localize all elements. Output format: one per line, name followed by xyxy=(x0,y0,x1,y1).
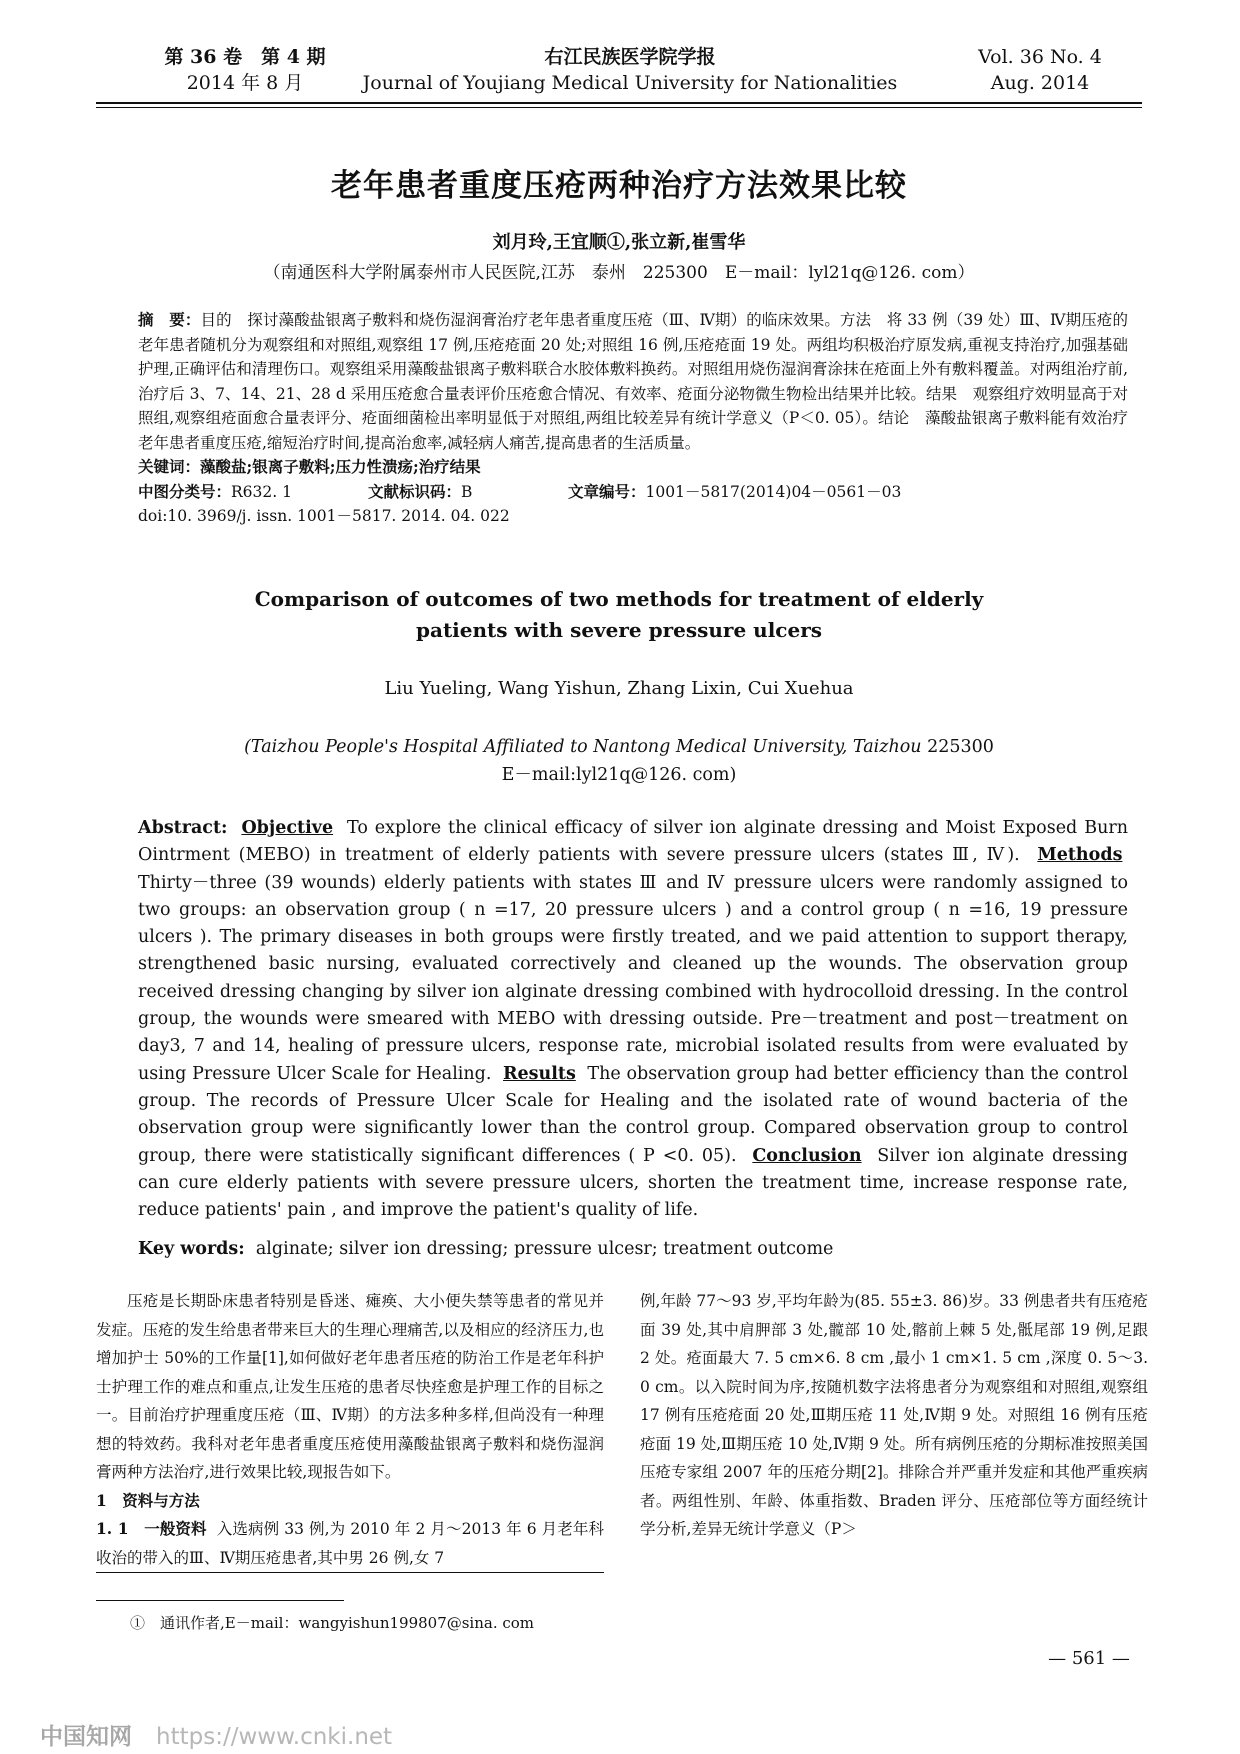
keywords-cn-label: 关键词： xyxy=(138,457,201,476)
corresponding-author-footnote: ① 通讯作者,E－mail：wangyishun199807@sina. com xyxy=(130,1614,535,1632)
page-number: — 561 — xyxy=(1048,1648,1130,1669)
affiliation-cn: （南通医科大学附属泰州市人民医院,江苏 泰州 225300 E－mail：lyl21q@126. com） xyxy=(263,263,975,283)
keywords-en-label: Key words: xyxy=(138,1239,245,1259)
keywords-en-row xyxy=(138,1236,1128,1263)
cnki-url[interactable]: https://www.cnki.net xyxy=(156,1724,393,1750)
header-date-en: Aug. 2014 xyxy=(990,72,1090,94)
article-title-en-line1: Comparison of outcomes of two methods for treatment of elderly xyxy=(254,587,984,611)
abstract-en-label: Abstract: xyxy=(138,818,228,838)
clc-number: R632. 1 xyxy=(231,482,292,501)
doc-code-label: 文献标识码： xyxy=(368,481,462,501)
authors-cn: 刘月玲,王宜顺①,张立新,崔雪华 xyxy=(492,232,746,253)
article-title-en-line2: patients with severe pressure ulcers xyxy=(416,618,822,642)
subsection-1-1-text: 入选病例 33 例,为 2010 年 2 月～2013 年 6 月老年科收治的带入的Ⅲ、Ⅳ期压疮患者,其中男 26 例,女 7 xyxy=(96,1520,604,1567)
intro-paragraph: 压疮是长期卧床患者特别是昏迷、瘫痪、大小便失禁等患者的常见并发症。压疮的发生给患者带来巨大的生理心理痛苦,以及相应的经济压力,也增加护士 50%的工作量[1],如何做好老年患者压疮的防治工作是老年科护士护理工作的难点和重点,让发生压疮的患者尽快痊愈是护理工作的目标之一。目前治疗护理重度压疮（Ⅲ、Ⅳ期）的方法多种多样,但尚没有一种理想的特效药。我科对老年患者重度压疮使用藻酸盐银离子敷料和烧伤湿润膏两种方法治疗,进行效果比较,现报告如下。 xyxy=(96,1292,604,1481)
cnki-watermark xyxy=(40,1718,740,1751)
header-rule-thin xyxy=(96,107,1142,108)
clc-label: 中图分类号： xyxy=(138,481,232,501)
abstract-en xyxy=(138,815,1128,1224)
doi: doi:10. 3969/j. issn. 1001－5817. 2014. 04. 022 xyxy=(138,507,510,525)
conclusion-text: Silver ion alginate dressing can cure elderly patients with severe pressure ulcers, shorten the treatment time, increase response rate, reduce patients' pain , and improve the patient's quality of life. xyxy=(138,1145,1128,1221)
objective-label: Objective xyxy=(241,818,334,838)
methods-text: Thirty－three (39 wounds) elderly patients with states Ⅲ and Ⅳ pressure ulcers were randomly assigned to two groups: an observation group ( n =17, 20 pressure ulcers ) and a control group ( n =16, 19 pressure ulcers ). The primary diseases in both groups were firstly treated, and we paid attention to support therapy, strengthened basic nursing, evaluated correctively and cleaned up the wounds. The observation group received dressing changing by silver ion alginate dressing combined with hydrocolloid dressing. In the control group, the wounds were smeared with MEBO with dressing outside. Pre－treatment and post－treatment on day3, 7 and 14, healing of pressure ulcers, response rate, microbial isolated results from were evaluated by using Pressure Ulcer Scale for Healing. xyxy=(138,872,1128,1084)
methods-continued-paragraph: 例,年龄 77～93 岁,平均年龄为(85. 55±3. 86)岁。33 例患者共有压疮疮面 39 处,其中肩胛部 3 处,髋部 10 处,髂前上棘 5 处,骶尾部 19 例,足跟 2 处。疮面最大 7. 5 cm×6. 8 cm ,最小 1 cm×1. 5 cm ,深度 0. 5～3. 0 cm。以入院时间为序,按随机数字法将患者分为观察组和对照组,观察组 17 例有压疮疮面 20 处,Ⅲ期压疮 11 处,Ⅳ期 9 处。对照组 16 例有压疮疮面 19 处,Ⅲ期压疮 10 处,Ⅳ期 9 处。所有病例压疮的分期标准按照美国压疮专家组 2007 年的压疮分期[2]。排除合并严重并发症和其他严重疾病者。两组性别、年龄、体重指数、Braden 评分、压疮部位等方面经统计学分析,差异无统计学意义（P＞ xyxy=(640,1292,1148,1538)
body-column-right xyxy=(640,1287,1148,1544)
methods-label: Methods xyxy=(1037,845,1123,866)
header-volume-cn xyxy=(150,44,340,96)
results-text: The observation group had better efficiency than the control group. The records of Pressure Ulcer Scale for Healing and the isolated rate of wound bacteria of the observation group were significantly lower than the control group. Compared observation group to control group, there were statistically significant differences ( P <0. 05). xyxy=(138,1063,1128,1166)
objective-text: To explore the clinical efficacy of silver ion alginate dressing and Moist Exposed Burn Ointrment (MEBO) in treatment of elderly patients with severe pressure ulcers (states Ⅲ, Ⅳ). xyxy=(138,818,1128,866)
affiliation-en-line2: E－mail:lyl21q@126. com) xyxy=(501,765,737,785)
article-number: 1001－5817(2014)04－0561－03 xyxy=(645,482,902,501)
cnki-logo: 中国知网 xyxy=(40,1724,132,1750)
affiliation-en-line1: (Taizhou People's Hospital Affiliated to Nantong Medical University, Taizhou xyxy=(244,737,922,757)
abstract-cn xyxy=(138,308,1128,529)
article-number-label: 文章编号： xyxy=(568,481,646,501)
classification-row xyxy=(138,480,1128,505)
header-journal-cn: 右江民族医学院学报 xyxy=(544,46,716,68)
keywords-cn: 藻酸盐;银离子敷料;压力性溃疡;治疗结果 xyxy=(200,457,481,476)
header-journal xyxy=(350,44,910,96)
conclusion-label: Conclusion xyxy=(752,1145,862,1166)
header-volume-en xyxy=(950,44,1130,96)
subsection-heading-1-1: 1. 1 一般资料 xyxy=(96,1519,207,1538)
article-title-cn: 老年患者重度压疮两种治疗方法效果比较 xyxy=(331,168,907,204)
header-volume-issue-cn: 第 36 卷 第 4 期 xyxy=(164,46,326,68)
results-label: Results xyxy=(503,1063,576,1084)
keywords-en: alginate; silver ion dressing; pressure ulcesr; treatment outcome xyxy=(255,1239,834,1259)
abstract-cn-text: 目的 探讨藻酸盐银离子敷料和烧伤湿润膏治疗老年患者重度压疮（Ⅲ、Ⅳ期）的临床效果。方法 将 33 例（39 处）Ⅲ、Ⅳ期压疮的老年患者随机分为观察组和对照组,观察组 17 例,压疮疮面 20 处;对照组 16 例,压疮疮面 19 处。两组均积极治疗原发病,重视支持治疗,加强基础护理,正确评估和清理伤口。观察组采用藻酸盐银离子敷料联合水胶体敷料换药。对照组用烧伤湿润膏涂抹在疮面上外有敷料覆盖。对两组治疗前,治疗后 3、7、14、21、28 d 采用压疮愈合量表评价压疮愈合情况、有效率、疮面分泌物微生物检出结果并比较。结果 观察组疗效明显高于对照组,观察组疮面愈合量表评分、疮面细菌检出率明显低于对照组,两组比较差异有统计学意义（P＜0. 05）。结论 藻酸盐银离子敷料能有效治疗老年患者重度压疮,缩短治疗时间,提高治愈率,减轻病人痛苦,提高患者的生活质量。 xyxy=(138,311,1128,452)
affiliation-en-zip: 225300 xyxy=(921,737,994,757)
article-title-en xyxy=(96,584,1142,646)
abstract-cn-label: 摘 要： xyxy=(138,310,201,329)
header-date-cn: 2014 年 8 月 xyxy=(186,72,304,94)
affiliation-en xyxy=(96,733,1142,789)
header-journal-en: Journal of Youjiang Medical University for Nationalities xyxy=(362,72,898,94)
doc-code: B xyxy=(461,482,473,501)
section-heading-1: 1 资料与方法 xyxy=(96,1490,200,1510)
header-rule-thick xyxy=(96,102,1142,104)
body-column-left xyxy=(96,1287,604,1573)
footnote-rule xyxy=(96,1600,344,1601)
header-volume-issue-en: Vol. 36 No. 4 xyxy=(978,46,1102,68)
authors-en: Liu Yueling, Wang Yishun, Zhang Lixin, Cui Xuehua xyxy=(384,678,854,699)
